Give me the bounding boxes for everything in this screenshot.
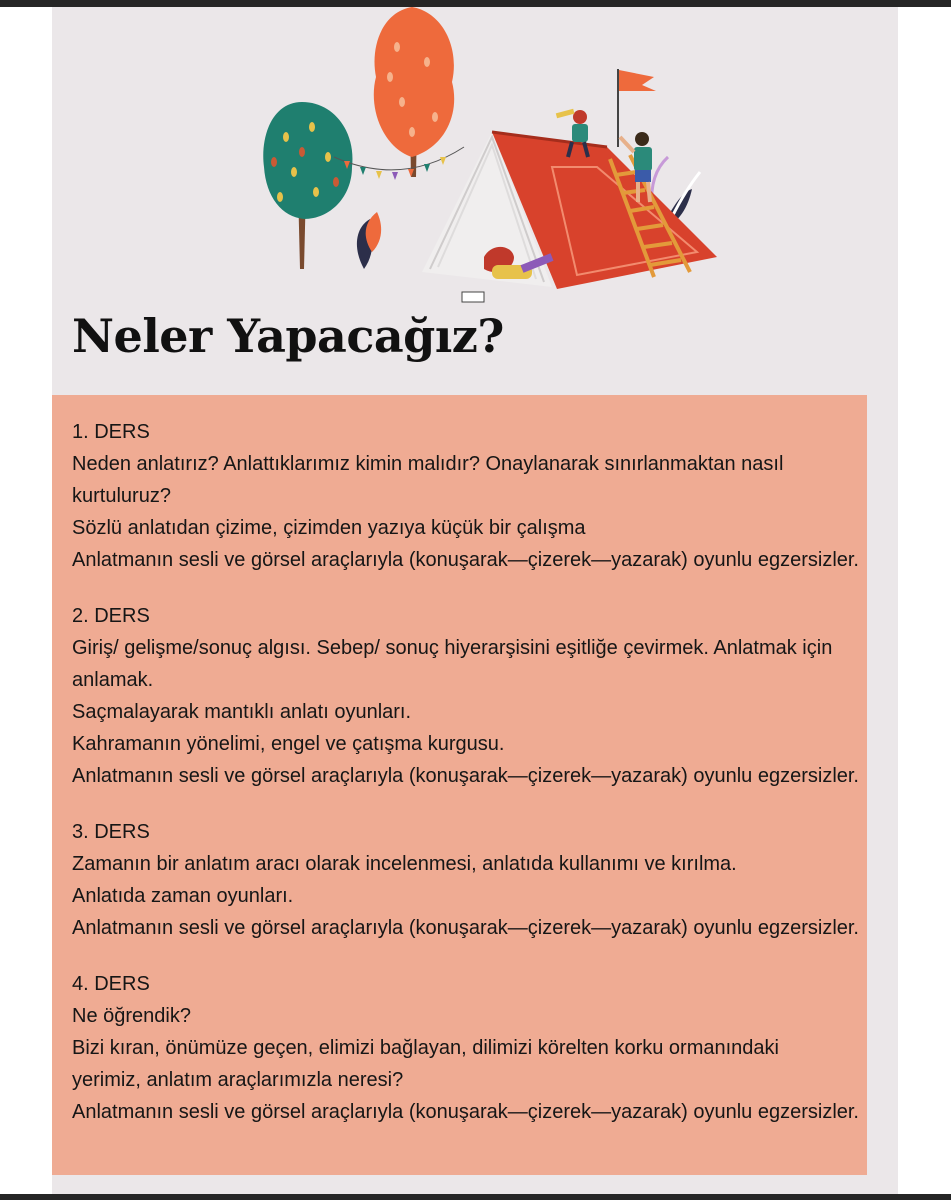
bunting-flags bbox=[334, 147, 464, 180]
lesson-1-line-3: Anlatmanın sesli ve görsel araçlarıyla (konuşarak—çizerek—yazarak) oyunlu egzersizler. bbox=[72, 549, 859, 571]
lesson-2-line-3: Kahramanın yönelimi, engel ve çatışma kurgusu. bbox=[72, 733, 505, 755]
lesson-2-heading: 2. DERS bbox=[72, 605, 150, 627]
lesson-4-line-1: Ne öğrendik? bbox=[72, 1005, 191, 1027]
lesson-1 bbox=[72, 416, 867, 576]
page-title: Neler Yapacağız? bbox=[72, 309, 504, 363]
lesson-3-heading: 3. DERS bbox=[72, 821, 150, 843]
lesson-1-line-2: Sözlü anlatıdan çizime, çizimden yazıya küçük bir çalışma bbox=[72, 517, 586, 539]
top-border bbox=[0, 0, 951, 7]
lesson-2-line-2: Saçmalayarak mantıklı anlatı oyunları. bbox=[72, 701, 412, 723]
lesson-3-line-3: Anlatmanın sesli ve görsel araçlarıyla (konuşarak—çizerek—yazarak) oyunlu egzersizler. bbox=[72, 917, 859, 939]
lesson-2-line-1: Giriş/ gelişme/sonuç algısı. Sebep/ sonuç hiyerarşisini eşitliğe çevirmek. Anlatmak için anlamak. bbox=[72, 637, 833, 691]
lesson-2-line-4: Anlatmanın sesli ve görsel araçlarıyla (konuşarak—çizerek—yazarak) oyunlu egzersizler. bbox=[72, 765, 859, 787]
lesson-2 bbox=[72, 600, 867, 792]
book-tent-illustration bbox=[252, 7, 732, 312]
orange-tree bbox=[374, 7, 454, 177]
teal-tree bbox=[263, 102, 352, 269]
lesson-1-line-1: Neden anlatırız? Anlattıklarımız kimin malıdır? Onaylanarak sınırlanmaktan nasıl kurtuluruz? bbox=[72, 453, 784, 507]
lesson-4-line-3: Anlatmanın sesli ve görsel araçlarıyla (konuşarak—çizerek—yazarak) oyunlu egzersizler. bbox=[72, 1101, 859, 1123]
lesson-4 bbox=[72, 968, 867, 1128]
lesson-4-heading: 4. DERS bbox=[72, 973, 150, 995]
lesson-3 bbox=[72, 816, 867, 944]
document-page bbox=[52, 7, 898, 1194]
lesson-3-line-1: Zamanın bir anlatım aracı olarak incelenmesi, anlatıda kullanımı ve kırılma. bbox=[72, 853, 737, 875]
lesson-3-line-2: Anlatıda zaman oyunları. bbox=[72, 885, 294, 907]
lesson-1-heading: 1. DERS bbox=[72, 421, 150, 443]
lessons-panel bbox=[52, 395, 867, 1175]
bottom-border bbox=[0, 1194, 951, 1200]
lesson-4-line-2: Bizi kıran, önümüze geçen, elimizi bağlayan, dilimizi körelten korku ormanındaki yerimiz, anlatım araçlarımızla neresi? bbox=[72, 1037, 779, 1091]
